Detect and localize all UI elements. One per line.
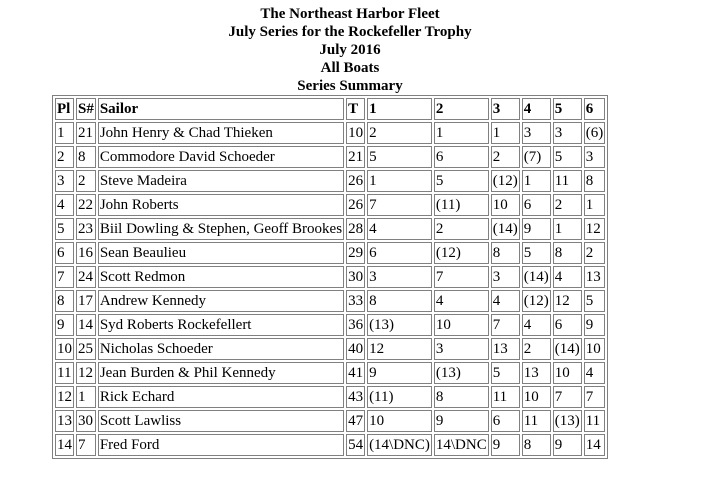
- cell-sailor: Commodore David Schoeder: [98, 146, 344, 168]
- table-row: [55, 410, 605, 432]
- cell-place: 14: [55, 434, 74, 456]
- cell-sailor: Andrew Kennedy: [98, 290, 344, 312]
- cell-race-5: 12: [553, 290, 582, 312]
- cell-race-2: (13): [434, 362, 489, 384]
- cell-race-5: 2: [553, 194, 582, 216]
- cell-race-3: 2: [491, 146, 520, 168]
- cell-race-1: 12: [367, 338, 432, 360]
- cell-race-6: 13: [584, 266, 606, 288]
- cell-race-2: 14\DNC: [434, 434, 489, 456]
- table-row: [55, 338, 605, 360]
- cell-place: 9: [55, 314, 74, 336]
- cell-place: 7: [55, 266, 74, 288]
- cell-race-1: 9: [367, 362, 432, 384]
- cell-sail-number: 24: [76, 266, 96, 288]
- cell-total: 21: [346, 146, 365, 168]
- cell-race-1: 5: [367, 146, 432, 168]
- cell-place: 5: [55, 218, 74, 240]
- cell-place: 3: [55, 170, 74, 192]
- cell-race-2: 2: [434, 218, 489, 240]
- cell-race-6: 5: [584, 290, 606, 312]
- cell-total: 33: [346, 290, 365, 312]
- column-header-race-4: 4: [522, 98, 551, 120]
- cell-race-5: 10: [553, 362, 582, 384]
- summary-subtitle: Series Summary: [297, 78, 403, 94]
- cell-sailor: Scott Redmon: [98, 266, 344, 288]
- cell-race-5: 1: [553, 218, 582, 240]
- column-header-race-1: 1: [367, 98, 432, 120]
- column-header-place: Pl: [55, 98, 74, 120]
- cell-race-3: 11: [491, 386, 520, 408]
- cell-race-4: (12): [522, 290, 551, 312]
- cell-race-4: 13: [522, 362, 551, 384]
- cell-race-2: 5: [434, 170, 489, 192]
- cell-race-1: 3: [367, 266, 432, 288]
- cell-race-1: 2: [367, 122, 432, 144]
- division-label: All Boats: [320, 60, 380, 76]
- cell-place: 4: [55, 194, 74, 216]
- cell-race-1: (13): [367, 314, 432, 336]
- cell-race-2: (12): [434, 242, 489, 264]
- cell-race-3: 13: [491, 338, 520, 360]
- cell-race-5: 4: [553, 266, 582, 288]
- table-row: [55, 146, 605, 168]
- cell-race-4: 6: [522, 194, 551, 216]
- cell-sailor: Fred Ford: [98, 434, 344, 456]
- column-header-race-3: 3: [491, 98, 520, 120]
- cell-race-6: 3: [584, 146, 606, 168]
- cell-race-4: 11: [522, 410, 551, 432]
- cell-total: 26: [346, 170, 365, 192]
- cell-race-1: 6: [367, 242, 432, 264]
- cell-sail-number: 1: [76, 386, 96, 408]
- cell-race-1: 1: [367, 170, 432, 192]
- cell-race-6: 8: [584, 170, 606, 192]
- cell-sail-number: 2: [76, 170, 96, 192]
- cell-place: 6: [55, 242, 74, 264]
- cell-race-2: 8: [434, 386, 489, 408]
- cell-race-3: 7: [491, 314, 520, 336]
- cell-place: 2: [55, 146, 74, 168]
- cell-race-2: 7: [434, 266, 489, 288]
- cell-race-5: 8: [553, 242, 582, 264]
- cell-race-1: (14\DNC): [367, 434, 432, 456]
- cell-race-6: 9: [584, 314, 606, 336]
- table-row: [55, 242, 605, 264]
- cell-sailor: Nicholas Schoeder: [98, 338, 344, 360]
- cell-race-3: (12): [491, 170, 520, 192]
- table-row: [55, 194, 605, 216]
- fleet-title: The Northeast Harbor Fleet: [260, 6, 440, 22]
- cell-race-5: 9: [553, 434, 582, 456]
- cell-race-6: 14: [584, 434, 606, 456]
- cell-race-4: (7): [522, 146, 551, 168]
- cell-race-4: 1: [522, 170, 551, 192]
- table-row: [55, 218, 605, 240]
- column-header-sail-number: S#: [76, 98, 96, 120]
- cell-race-4: 5: [522, 242, 551, 264]
- cell-sailor: Syd Roberts Rockefellert: [98, 314, 344, 336]
- cell-race-4: 3: [522, 122, 551, 144]
- cell-total: 54: [346, 434, 365, 456]
- series-title: July Series for the Rockefeller Trophy: [228, 24, 472, 40]
- cell-total: 28: [346, 218, 365, 240]
- cell-race-4: 8: [522, 434, 551, 456]
- cell-race-4: 10: [522, 386, 551, 408]
- results-table: [52, 95, 608, 459]
- cell-race-5: 7: [553, 386, 582, 408]
- cell-race-1: 10: [367, 410, 432, 432]
- cell-sailor: Scott Lawliss: [98, 410, 344, 432]
- table-row: [55, 386, 605, 408]
- cell-race-1: 4: [367, 218, 432, 240]
- cell-total: 29: [346, 242, 365, 264]
- cell-race-2: 6: [434, 146, 489, 168]
- cell-race-4: 4: [522, 314, 551, 336]
- cell-sailor: John Roberts: [98, 194, 344, 216]
- table-row: [55, 362, 605, 384]
- cell-sail-number: 22: [76, 194, 96, 216]
- cell-race-1: (11): [367, 386, 432, 408]
- cell-place: 1: [55, 122, 74, 144]
- series-month: July 2016: [319, 42, 381, 58]
- cell-sail-number: 17: [76, 290, 96, 312]
- table-row: [55, 314, 605, 336]
- cell-total: 41: [346, 362, 365, 384]
- cell-race-6: 11: [584, 410, 606, 432]
- cell-total: 43: [346, 386, 365, 408]
- cell-race-2: 1: [434, 122, 489, 144]
- cell-race-1: 7: [367, 194, 432, 216]
- cell-race-1: 8: [367, 290, 432, 312]
- cell-race-5: 6: [553, 314, 582, 336]
- column-header-race-2: 2: [434, 98, 489, 120]
- cell-race-6: 2: [584, 242, 606, 264]
- cell-race-5: 3: [553, 122, 582, 144]
- cell-race-4: (14): [522, 266, 551, 288]
- cell-race-2: 10: [434, 314, 489, 336]
- cell-sail-number: 7: [76, 434, 96, 456]
- cell-sail-number: 23: [76, 218, 96, 240]
- cell-race-3: 3: [491, 266, 520, 288]
- cell-race-2: 9: [434, 410, 489, 432]
- cell-race-6: 10: [584, 338, 606, 360]
- cell-race-5: 11: [553, 170, 582, 192]
- cell-race-6: 7: [584, 386, 606, 408]
- results-heading: [0, 5, 700, 95]
- cell-race-6: 4: [584, 362, 606, 384]
- table-row: [55, 266, 605, 288]
- cell-sail-number: 8: [76, 146, 96, 168]
- cell-place: 11: [55, 362, 74, 384]
- cell-place: 12: [55, 386, 74, 408]
- cell-sail-number: 16: [76, 242, 96, 264]
- cell-sailor: Sean Beaulieu: [98, 242, 344, 264]
- cell-sail-number: 30: [76, 410, 96, 432]
- column-header-total: T: [346, 98, 365, 120]
- cell-total: 30: [346, 266, 365, 288]
- column-header-race-5: 5: [553, 98, 582, 120]
- table-row: [55, 122, 605, 144]
- column-header-race-6: 6: [584, 98, 606, 120]
- cell-race-3: 4: [491, 290, 520, 312]
- cell-race-2: 4: [434, 290, 489, 312]
- cell-race-3: 9: [491, 434, 520, 456]
- cell-race-3: (14): [491, 218, 520, 240]
- cell-race-5: (14): [553, 338, 582, 360]
- column-header-sailor: Sailor: [98, 98, 344, 120]
- cell-race-5: (13): [553, 410, 582, 432]
- cell-total: 40: [346, 338, 365, 360]
- cell-sail-number: 25: [76, 338, 96, 360]
- cell-sailor: Rick Echard: [98, 386, 344, 408]
- cell-place: 10: [55, 338, 74, 360]
- cell-race-4: 9: [522, 218, 551, 240]
- cell-race-2: (11): [434, 194, 489, 216]
- cell-sail-number: 12: [76, 362, 96, 384]
- cell-total: 36: [346, 314, 365, 336]
- table-body: [55, 122, 605, 456]
- cell-race-6: 12: [584, 218, 606, 240]
- cell-race-3: 10: [491, 194, 520, 216]
- cell-race-3: 5: [491, 362, 520, 384]
- cell-race-5: 5: [553, 146, 582, 168]
- cell-place: 8: [55, 290, 74, 312]
- table-header-row: [55, 98, 605, 120]
- cell-sailor: Jean Burden & Phil Kennedy: [98, 362, 344, 384]
- cell-place: 13: [55, 410, 74, 432]
- cell-race-6: (6): [584, 122, 606, 144]
- cell-total: 47: [346, 410, 365, 432]
- cell-race-4: 2: [522, 338, 551, 360]
- cell-sail-number: 21: [76, 122, 96, 144]
- cell-race-2: 3: [434, 338, 489, 360]
- cell-race-3: 8: [491, 242, 520, 264]
- cell-sailor: John Henry & Chad Thieken: [98, 122, 344, 144]
- cell-total: 10: [346, 122, 365, 144]
- cell-race-3: 6: [491, 410, 520, 432]
- table-row: [55, 434, 605, 456]
- cell-sail-number: 14: [76, 314, 96, 336]
- cell-total: 26: [346, 194, 365, 216]
- cell-race-6: 1: [584, 194, 606, 216]
- table-row: [55, 170, 605, 192]
- cell-sailor: Steve Madeira: [98, 170, 344, 192]
- cell-race-3: 1: [491, 122, 520, 144]
- cell-sailor: Biil Dowling & Stephen, Geoff Brookes: [98, 218, 344, 240]
- table-row: [55, 290, 605, 312]
